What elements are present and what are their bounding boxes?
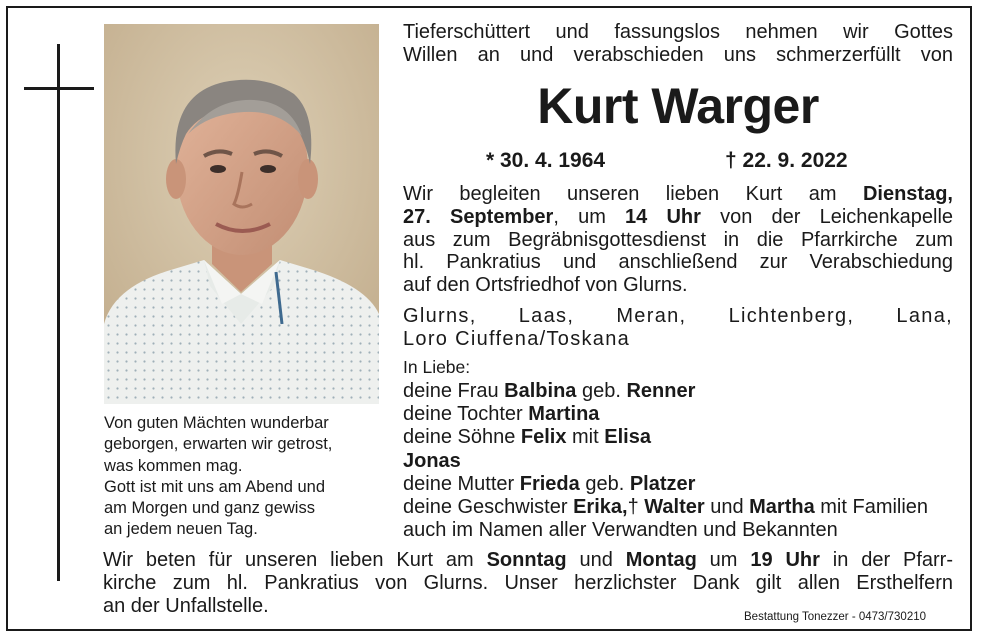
- funeral-line: aus zum Begräbnisgottesdienst in die Pfarrkirche zum: [403, 228, 953, 251]
- places-line: Glurns, Laas, Meran, Lichtenberg, Lana,: [403, 305, 953, 327]
- mourners-list: [403, 357, 963, 542]
- quote-line: Von guten Mächten wunderbar: [104, 414, 329, 432]
- funeral-line: Wir begleiten unseren lieben Kurt am Dienstag,: [403, 183, 953, 205]
- birth-date: * 30. 4. 1964: [486, 149, 606, 172]
- mourner-closing: auch im Namen aller Verwandten und Bekannten: [403, 519, 838, 542]
- mourner-daughter: deine Tochter Martina: [403, 403, 600, 426]
- death-date: † 22. 9. 2022: [725, 149, 848, 172]
- quote-text: [104, 413, 394, 541]
- quote-line: an jedem neuen Tag.: [104, 520, 258, 539]
- places-list: [403, 305, 953, 351]
- mourner-siblings: deine Geschwister Erika,† Walter und Martha mit Familien: [403, 496, 929, 519]
- portrait-photo: [104, 24, 379, 404]
- prayer-notice: [103, 549, 953, 619]
- undertaker-credit: Bestattung Tonezzer - 0473/730210: [744, 611, 927, 623]
- quote-line: geborgen, erwarten wir getrost,: [104, 435, 333, 454]
- quote-line: was kommen mag.: [104, 456, 243, 475]
- mourner-son: Jonas: [403, 449, 461, 472]
- places-line: Loro Ciuffena/Toskana: [403, 327, 631, 350]
- funeral-details: [403, 183, 953, 297]
- quote-line: am Morgen und ganz gewiss: [104, 499, 315, 518]
- funeral-line: hl. Pankratius und anschließend zur Verabschiedung: [403, 251, 953, 274]
- intro-line: Tieferschüttert und fassungslos nehmen wir Gottes: [403, 21, 953, 43]
- in-liebe-label: In Liebe:: [403, 357, 471, 377]
- prayer-line: an der Unfallstelle.: [103, 595, 269, 618]
- mourner-wife: deine Frau Balbina geb. Renner: [403, 380, 696, 402]
- prayer-line: kirche zum hl. Pankratius von Glurns. Unser herzlichster Dank gilt allen Ersthelfern: [103, 572, 953, 595]
- prayer-line: Wir beten für unseren lieben Kurt am Sonntag und Montag um 19 Uhr in der Pfarr-: [103, 549, 953, 571]
- mourner-mother: deine Mutter Frieda geb. Platzer: [403, 472, 696, 495]
- mourner-sons: deine Söhne Felix mit Elisa: [403, 426, 651, 449]
- funeral-line: 27. September, um 14 Uhr von der Leichenkapelle: [403, 205, 954, 228]
- deceased-name: Kurt Warger: [537, 78, 819, 134]
- intro-text: [403, 21, 953, 67]
- quote-line: Gott ist mit uns am Abend und: [104, 477, 326, 496]
- funeral-line: auf den Ortsfriedhof von Glurns.: [403, 274, 688, 297]
- intro-line: Willen an und verabschieden uns schmerzerfüllt von: [403, 44, 953, 66]
